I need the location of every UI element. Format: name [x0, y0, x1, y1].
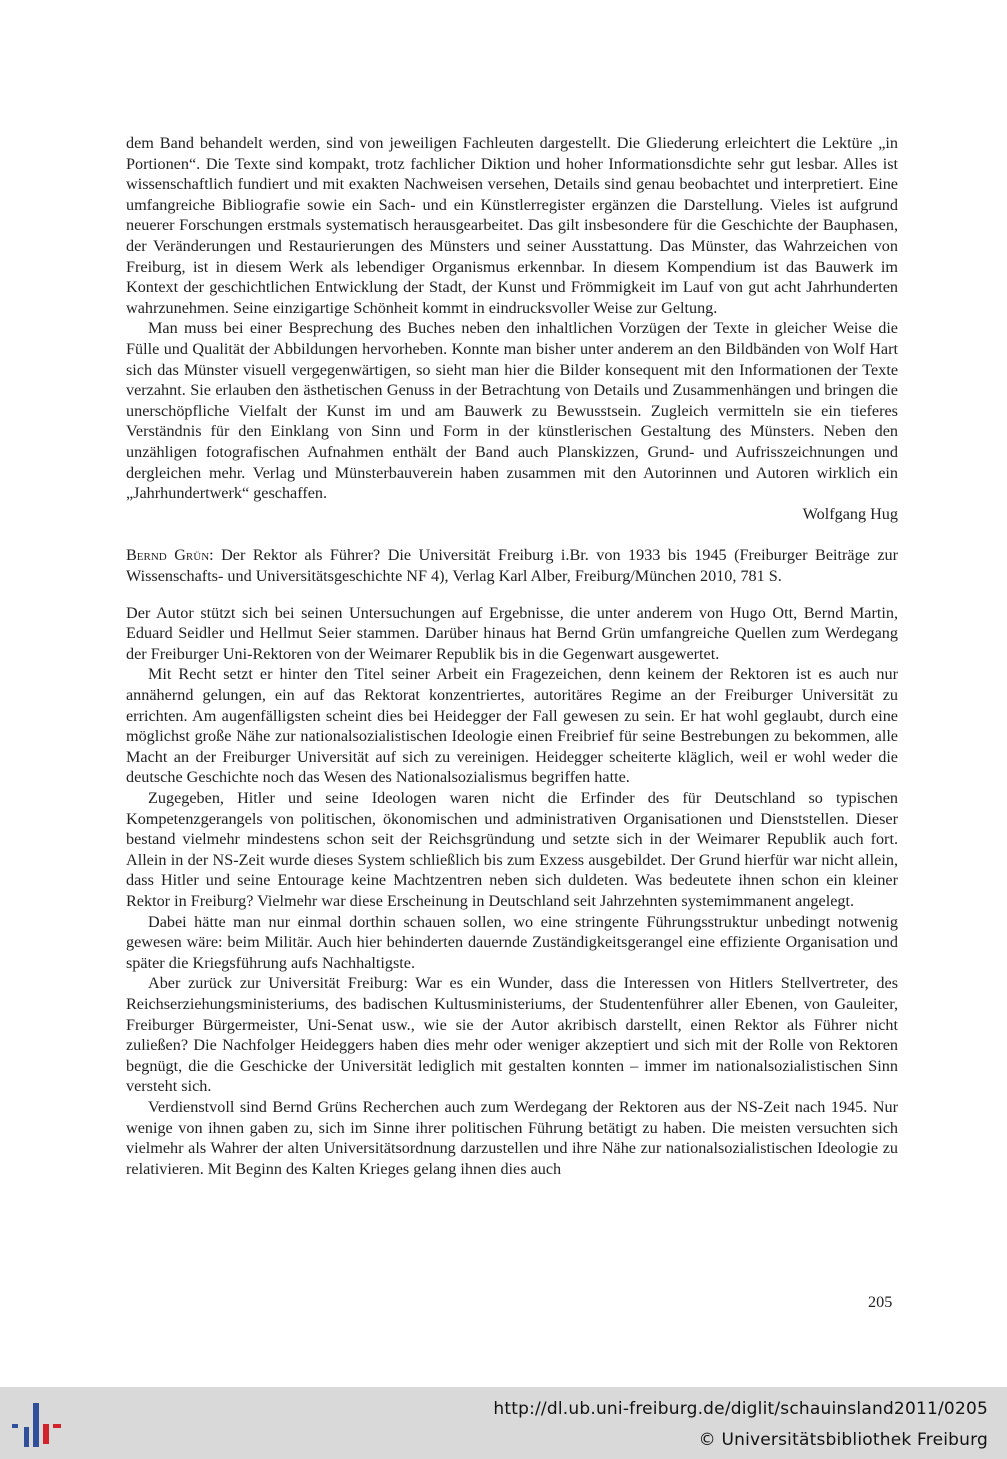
review2-paragraph-4: Dabei hätte man nur einmal dorthin schauen sollen, wo eine stringente Führungsstruktur unbedingt notwenig gewesen wäre: beim Militär. Auch hier behinderten dauernde Zuständigkeitsgerangel eine effiziente Organisation und später die Kriegsführung aufs Nachhaltigste.: [126, 912, 898, 972]
ub-freiburg-logo-icon[interactable]: [10, 1397, 66, 1453]
permalink-url[interactable]: http://dl.ub.uni-freiburg.de/diglit/schauinsland2011/0205: [493, 1399, 988, 1419]
review2-paragraph-5: Aber zurück zur Universität Freiburg: War es ein Wunder, dass die Interessen von Hitlers Stellvertreter, des Reichserziehungsministeriums, des badischen Kultusministeriums, der Studentenführer aller Ebenen, von Gauleiter, Freiburger Bürgermeister, Uni-Senat usw., wie sie der Autor akribisch darstellt, einen Rektor als Führer nicht zuließen? Die Nachfolger Heideggers haben dies mehr oder weniger akzeptiert und sich mit der Rolle von Rektoren begnügt, die die Geschicke der Universität lediglich mit gestalten konnten – immer im nationalsozialistischen Sinn versteht sich.: [126, 974, 898, 1096]
review2-paragraph-1: Der Autor stützt sich bei seinen Untersuchungen auf Ergebnisse, die unter anderem von Hugo Ott, Bernd Martin, Eduard Seidler und Hellmut Seier stammen. Darüber hinaus hat Bernd Grün umfangreiche Quellen zum Werdegang der Freiburger Uni-Rektoren von der Weimarer Republik bis in die Gegenwart ausgewertet.: [126, 603, 898, 663]
page-content: [126, 133, 898, 1179]
citation-text: : Der Rektor als Führer? Die Universität Freiburg i.Br. von 1933 bis 1945 (Freiburger Beiträge zur Wissenschafts- und Universitätsgeschichte NF 4), Verlag Karl Alber, Freiburg/München 2010, 781 S.: [126, 546, 899, 585]
copyright-notice: © Universitätsbibliothek Freiburg: [698, 1430, 988, 1450]
review2-paragraph-2: Mit Recht setzt er hinter den Titel seiner Arbeit ein Fragezeichen, denn keinem der Rektoren ist es auch nur annähernd gelungen, ein auf das Rektorat konzentriertes, autoritäres Regime an der Freiburger Universität zu errichten. Am augenfälligsten scheint dies bei Heidegger der Fall gewesen zu sein. Er hat wohl geglaubt, durch eine möglichst große Nähe zur nationalsozialistischen Ideologie einen Freibrief für seine Bestrebungen zu bekommen, alle Macht an der Freiburger Universität auf sich zu vereinigen. Heidegger scheiterte kläglich, weil er wohl weder die deutsche Geschichte noch das Wesen des Nationalsozialismus begriffen hatte.: [126, 665, 898, 787]
review1-paragraph-2: Man muss bei einer Besprechung des Buches neben den inhaltlichen Vorzügen der Texte in gleicher Weise die Fülle und Qualität der Abbildungen hervorheben. Konnte man bisher unter anderem an den Bildbänden von Wolf Hart sich das Münster visuell vergegenwärtigen, so sieht man hier die Bilder konsequent mit den Informationen der Texte verzahnt. Sie erlauben den ästhetischen Genuss in der Betrachtung von Details und Zusammenhängen und bringen die unerschöpfliche Vielfalt der Kunst im und am Bauwerk zu Bewusstsein. Zugleich vermitteln sie ein tieferes Verständnis für den Einklang von Sinn und Form in der künstlerischen Gestaltung des Münsters. Neben den unzähligen fotografischen Aufnahmen enthält der Band auch Planskizzen, Grund- und Aufrisszeichnungen und dergleichen mehr. Verlag und Münsterbauverein haben zusammen mit den Autorinnen und Autoren wirklich ein „Jahrhundertwerk“ geschaffen.: [126, 319, 898, 503]
review2-paragraph-6: Verdienstvoll sind Bernd Grüns Recherchen auch zum Werdegang der Rektoren aus der NS-Zeit nach 1945. Nur wenige von ihnen gaben zu, sich im Sinne ihrer politischen Führung betätigt zu haben. Die meisten versuchten sich vielmehr als Wahrer der alten Universitätsordnung darzustellen und ihre Nähe zur nationalsozialistischen Ideologie zu relativieren. Mit Beginn des Kalten Krieges gelang ihnen dies auch: [126, 1097, 898, 1178]
citation-author: Bernd Grün: [126, 546, 210, 565]
review2-paragraph-3: Zugegeben, Hitler und seine Ideologen waren nicht die Erfinder des für Deutschland so typischen Kompetenzgerangels von politischen, ökonomischen und administrativen Organisationen und Dienststellen. Dieser bestand vielmehr mindestens schon seit der Reichsgründung und setzte sich in der Weimarer Republik auch fort. Allein in der NS-Zeit wurde dieses System schließlich bis zum Exzess ausgebildet. Der Grund hierfür war nicht allein, dass Hitler und seine Entourage keine Machtzentren neben sich duldeten. Was bedeutete ihnen schon ein kleiner Rektor in Freiburg? Vielmehr war diese Erscheinung in Deutschland seit Jahrzehnten systemimmanent angelegt.: [126, 789, 898, 910]
review1-paragraph-1: dem Band behandelt werden, sind von jeweiligen Fachleuten dargestellt. Die Gliederung erleichtert die Lektüre „in Portionen“. Die Texte sind kompakt, trotz fachlicher Diktion und hoher Informationsdichte sehr gut lesbar. Alles ist wissenschaftlich fundiert und mit exakten Nachweisen versehen, Details sind genau beobachtet und interpretiert. Eine umfangreiche Bibliografie sowie ein Sach- und ein Künstlerregister ergänzen die Darstellung. Vieles ist aufgrund neuerer Forschungen erstmals systematisch herausgearbeitet. Das gilt insbesondere für die Geschichte der Bauphasen, der Veränderungen und Restaurierungen des Münsters und seiner Ausstattung. Das Münster, das Wahrzeichen von Freiburg, ist in diesem Werk als lebendiger Organismus erkennbar. In diesem Kompendium ist das Bauwerk im Kontext der geschichtlichen Entwicklung der Stadt, der Kunst und Frömmigkeit im Lauf von gut acht Jahrhunderten wahrzunehmen. Seine einzigartige Schönheit kommt in eindrucksvoller Weise zur Geltung.: [126, 134, 898, 317]
footer-bar: [0, 1387, 1007, 1459]
review1-author: Wolfgang Hug: [802, 504, 898, 523]
page-number: 205: [868, 1293, 893, 1311]
review2-body: [126, 603, 898, 1180]
review2-citation: [126, 545, 898, 586]
